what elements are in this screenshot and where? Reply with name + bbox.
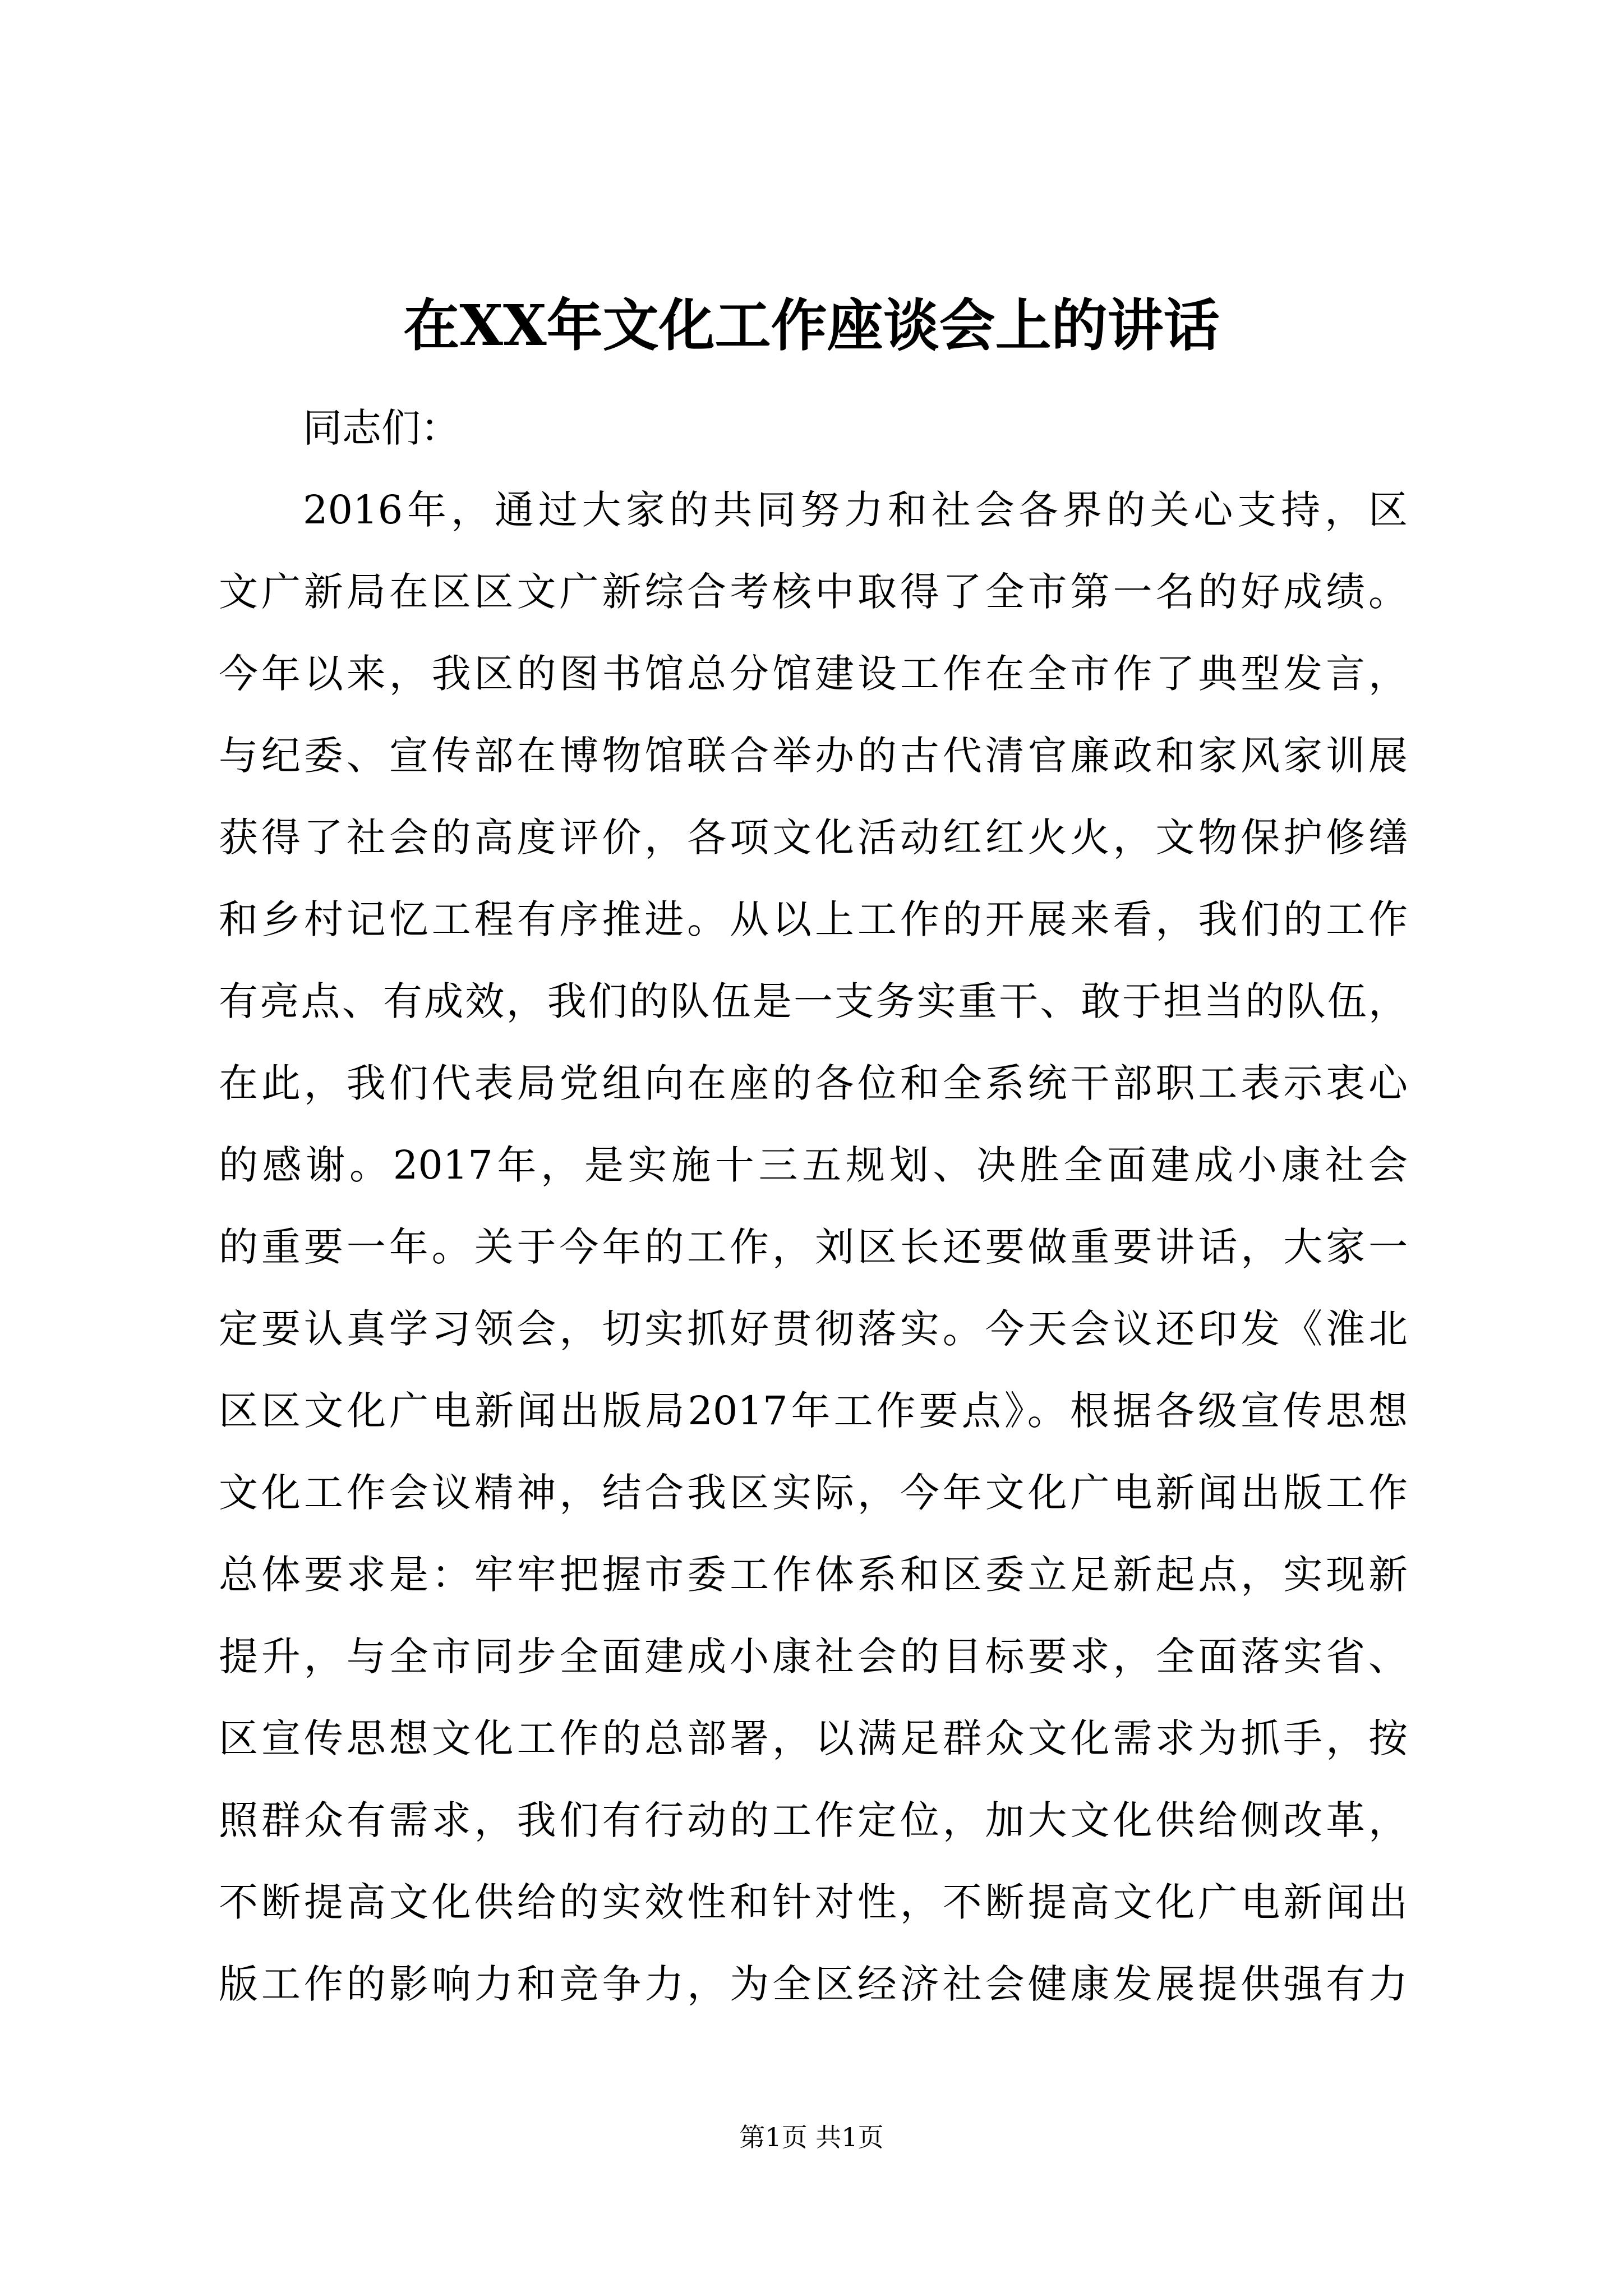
paragraph-line: 的重要一年。关于今年的工作，刘区长还要做重要讲话，大家一 <box>219 1224 1408 1270</box>
paragraph-line: 今年以来，我区的图书馆总分馆建设工作在全市作了典型发言， <box>219 651 1408 697</box>
paragraph-line: 和乡村记忆工程有序推进。从以上工作的开展来看，我们的工作 <box>219 896 1408 942</box>
paragraph-line: 提升，与全市同步全面建成小康社会的目标要求，全面落实省、 <box>219 1634 1408 1680</box>
paragraph-line: 的感谢。2017年，是实施十三五规划、决胜全面建成小康社会 <box>219 1142 1408 1188</box>
paragraph-line: 定要认真学习领会，切实抓好贯彻落实。今天会议还印发《淮北 <box>219 1306 1408 1352</box>
paragraph-line: 不断提高文化供给的实效性和针对性，不断提高文化广电新闻出 <box>219 1879 1408 1925</box>
paragraph-line: 文广新局在区区文广新综合考核中取得了全市第一名的好成绩。 <box>219 569 1408 615</box>
paragraph-line: 区区文化广电新闻出版局2017年工作要点》。根据各级宣传思想 <box>219 1388 1408 1434</box>
document-body <box>219 387 1408 2025</box>
paragraph-line: 区宣传思想文化工作的总部署，以满足群众文化需求为抓手，按 <box>219 1715 1408 1761</box>
paragraph-line: 获得了社会的高度评价，各项文化活动红红火火，文物保护修缮 <box>219 815 1408 861</box>
paragraph-line: 2016年，通过大家的共同努力和社会各界的关心支持，区 <box>303 487 1408 533</box>
salutation: 同志们： <box>303 405 460 451</box>
paragraph-line: 文化工作会议精神，结合我区实际，今年文化广电新闻出版工作 <box>219 1470 1408 1516</box>
page-number-footer: 第1页 共1页 <box>739 2122 884 2152</box>
paragraph-line: 照群众有需求，我们有行动的工作定位，加大文化供给侧改革， <box>219 1797 1408 1843</box>
paragraph-line: 有亮点、有成效，我们的队伍是一支务实重干、敢于担当的队伍， <box>219 978 1408 1024</box>
paragraph-line: 与纪委、宣传部在博物馆联合举办的古代清官廉政和家风家训展 <box>219 733 1408 779</box>
paragraph-line: 在此，我们代表局党组向在座的各位和全系统干部职工表示衷心 <box>219 1060 1408 1106</box>
paragraph-line: 版工作的影响力和竞争力，为全区经济社会健康发展提供强有力 <box>219 1961 1408 2007</box>
paragraph-line: 总体要求是：牢牢把握市委工作体系和区委立足新起点，实现新 <box>219 1552 1408 1598</box>
document-title: 在XX年文化工作座谈会上的讲话 <box>403 292 1220 358</box>
